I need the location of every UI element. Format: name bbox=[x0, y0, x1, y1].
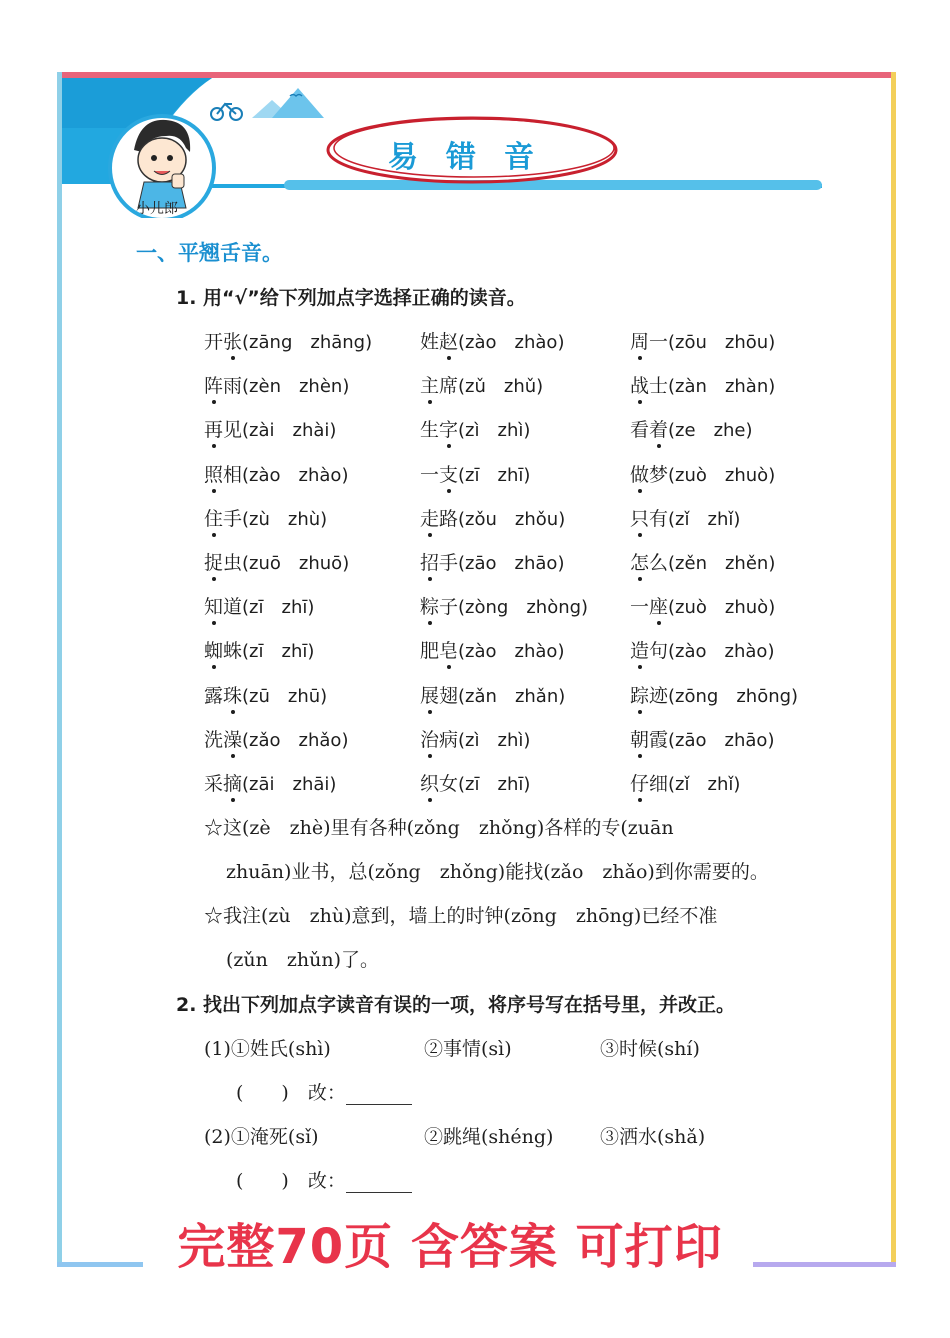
pinyin-options[interactable]: (zào zhào) bbox=[668, 641, 775, 663]
word-item bbox=[420, 504, 565, 531]
pinyin-options[interactable]: (zǎo zhǎo) bbox=[242, 729, 349, 751]
dotted-character: 周 bbox=[630, 331, 650, 353]
word-item bbox=[204, 548, 349, 575]
word-item bbox=[420, 548, 564, 575]
word-character: 一 bbox=[630, 596, 650, 619]
word-item bbox=[630, 636, 774, 663]
pinyin-options[interactable]: (zī zhī) bbox=[242, 641, 315, 663]
dotted-character: 走 bbox=[420, 507, 440, 530]
word-character: 道 bbox=[223, 596, 243, 619]
word-character: 霞 bbox=[649, 728, 669, 751]
q2-option: ②跳绳(shéng) bbox=[424, 1126, 554, 1148]
pinyin-options[interactable]: (zào zhào) bbox=[458, 332, 565, 353]
pinyin-options[interactable]: (zǎn zhǎn) bbox=[458, 685, 566, 707]
word-character: 手 bbox=[439, 552, 459, 574]
word-item bbox=[630, 769, 740, 796]
dotted-character: 字 bbox=[439, 419, 459, 442]
dotted-character: 踪 bbox=[630, 684, 650, 707]
word-item bbox=[630, 592, 775, 619]
word-character: 句 bbox=[649, 640, 669, 663]
dotted-character: 澡 bbox=[223, 728, 243, 751]
frame-bottom-left-border bbox=[57, 1262, 143, 1267]
word-character: 病 bbox=[439, 728, 459, 751]
q2-option: (1)①姓氏(shì) bbox=[204, 1038, 331, 1060]
word-item bbox=[630, 548, 775, 575]
dotted-character: 支 bbox=[439, 463, 459, 486]
pinyin-options[interactable]: (zù zhù) bbox=[242, 508, 328, 530]
word-item bbox=[630, 725, 774, 752]
word-item bbox=[420, 769, 530, 796]
section-title: 一、平翘舌音。 bbox=[136, 241, 283, 265]
sentence-line: zhuān)业书，总(zǒng zhǒng)能找(zǎo zhǎo)到你需要的。 bbox=[226, 861, 769, 883]
dotted-character: 捉 bbox=[204, 552, 224, 574]
pinyin-options[interactable]: (zāo zhāo) bbox=[458, 553, 565, 574]
word-character: 洗 bbox=[204, 728, 224, 751]
pinyin-options[interactable]: (zī zhī) bbox=[458, 774, 531, 795]
pinyin-options[interactable]: (zì zhì) bbox=[458, 729, 531, 751]
word-character: 手 bbox=[223, 507, 243, 530]
word-character: 有 bbox=[649, 507, 669, 530]
word-character: 露 bbox=[204, 684, 224, 707]
bicycle-icon bbox=[211, 104, 242, 120]
pinyin-options[interactable]: (zǐ zhǐ) bbox=[668, 774, 741, 795]
dotted-character: 招 bbox=[420, 552, 440, 574]
word-character: 路 bbox=[439, 507, 459, 530]
dotted-character: 只 bbox=[630, 507, 650, 530]
dotted-character: 住 bbox=[204, 507, 224, 530]
word-item bbox=[420, 681, 565, 708]
dotted-character: 蜘 bbox=[204, 640, 224, 663]
q2-option: ③时候(shí) bbox=[600, 1038, 700, 1060]
dotted-character: 赵 bbox=[439, 331, 459, 353]
word-item bbox=[420, 460, 530, 487]
pinyin-options[interactable]: (zǒu zhǒu) bbox=[458, 508, 566, 530]
boy-mascot-icon bbox=[134, 120, 190, 208]
q2-answer-row bbox=[236, 1078, 412, 1105]
word-character: 姓 bbox=[420, 331, 440, 353]
pinyin-options[interactable]: (zōng zhōng) bbox=[668, 685, 799, 707]
q2-option: ②事情(sì) bbox=[424, 1038, 512, 1060]
frame-bottom-right-border bbox=[753, 1262, 896, 1267]
word-character: 蛛 bbox=[223, 640, 243, 663]
word-character: 女 bbox=[439, 773, 459, 795]
word-item bbox=[204, 327, 372, 354]
dotted-character: 座 bbox=[649, 596, 669, 619]
promo-banner: 完整70页 含答案 可打印 bbox=[177, 1219, 723, 1275]
word-character: 翅 bbox=[439, 684, 459, 707]
word-item bbox=[420, 415, 530, 442]
word-item bbox=[630, 681, 798, 708]
dotted-character: 朝 bbox=[630, 728, 650, 751]
word-character: 一 bbox=[420, 463, 440, 486]
answer-blank[interactable] bbox=[346, 1088, 412, 1105]
page-title: 易错音 bbox=[388, 140, 562, 175]
dotted-character: 皂 bbox=[439, 640, 459, 663]
q2-answer-row bbox=[236, 1166, 412, 1193]
word-item bbox=[204, 371, 349, 398]
sentence-line: ☆这(zè zhè)里有各种(zǒng zhǒng)各样的专(zuān bbox=[204, 817, 674, 839]
dotted-character: 治 bbox=[420, 728, 440, 751]
dotted-character: 粽 bbox=[420, 596, 440, 619]
word-character: 看 bbox=[630, 419, 650, 442]
frame-right-border bbox=[891, 72, 896, 1267]
word-character: 雨 bbox=[223, 375, 243, 398]
pinyin-options[interactable]: (zào zhào) bbox=[458, 641, 565, 663]
pinyin-options[interactable]: (zū zhū) bbox=[242, 685, 328, 707]
word-character: 么 bbox=[649, 552, 669, 574]
word-item bbox=[204, 504, 327, 531]
pinyin-options[interactable]: (zǔ zhǔ) bbox=[458, 376, 544, 398]
word-character: 开 bbox=[204, 331, 224, 353]
answer-blank[interactable] bbox=[346, 1176, 412, 1193]
word-character: 梦 bbox=[649, 463, 669, 486]
word-character: 席 bbox=[439, 375, 459, 398]
q2-option: (2)①淹死(sǐ) bbox=[204, 1126, 319, 1148]
dotted-character: 仔 bbox=[630, 773, 650, 795]
word-item bbox=[420, 725, 530, 752]
dotted-character: 战 bbox=[630, 375, 650, 398]
word-item bbox=[630, 460, 775, 487]
dotted-character: 织 bbox=[420, 773, 440, 795]
word-item bbox=[204, 460, 348, 487]
word-character: 一 bbox=[649, 331, 669, 353]
pinyin-options[interactable]: (zōu zhōu) bbox=[668, 332, 776, 353]
pinyin-options[interactable]: (zāi zhāi) bbox=[242, 774, 337, 795]
word-item bbox=[420, 592, 588, 619]
pinyin-options[interactable]: (zī zhī) bbox=[242, 597, 315, 619]
dotted-character: 怎 bbox=[630, 552, 650, 574]
dotted-character: 张 bbox=[223, 331, 243, 353]
word-character: 生 bbox=[420, 419, 440, 442]
word-item bbox=[204, 769, 336, 796]
word-character: 虫 bbox=[223, 552, 243, 574]
sentence-line: (zǔn zhǔn)了。 bbox=[226, 949, 380, 971]
pinyin-options[interactable]: (zěn zhěn) bbox=[668, 553, 776, 574]
q2-option: ③洒水(shǎ) bbox=[600, 1126, 706, 1148]
question-1-label: 1. 用“√”给下列加点字选择正确的读音。 bbox=[176, 287, 526, 309]
dotted-character: 做 bbox=[630, 463, 650, 486]
logo-label: 小儿郎 bbox=[136, 201, 178, 217]
pinyin-options[interactable]: (zuò zhuò) bbox=[668, 597, 776, 619]
word-item bbox=[420, 327, 564, 354]
word-item bbox=[630, 371, 775, 398]
pinyin-options[interactable]: (zuò zhuò) bbox=[668, 464, 776, 486]
word-character: 相 bbox=[223, 463, 243, 486]
pinyin-options[interactable]: (zuō zhuō) bbox=[242, 553, 350, 574]
dotted-character: 珠 bbox=[223, 684, 243, 707]
pinyin-options[interactable]: (zī zhī) bbox=[458, 464, 531, 486]
dotted-character: 着 bbox=[649, 419, 669, 442]
word-item bbox=[204, 725, 348, 752]
dotted-character: 再 bbox=[204, 419, 224, 442]
pinyin-options[interactable]: (zàn zhàn) bbox=[668, 376, 776, 398]
word-character: 子 bbox=[439, 596, 459, 619]
word-item bbox=[420, 636, 564, 663]
dotted-character: 造 bbox=[630, 640, 650, 663]
word-character: 细 bbox=[649, 773, 669, 795]
word-character: 士 bbox=[649, 375, 669, 398]
pinyin-options[interactable]: (zào zhào) bbox=[242, 464, 349, 486]
sentence-line: ☆我注(zù zhù)意到，墙上的时钟(zōng zhōng)已经不准 bbox=[204, 905, 718, 927]
pinyin-options[interactable]: (zèn zhèn) bbox=[242, 376, 350, 398]
pinyin-options[interactable]: (zāo zhāo) bbox=[668, 729, 775, 751]
word-item bbox=[420, 371, 543, 398]
pinyin-options[interactable]: (zǐ zhǐ) bbox=[668, 508, 741, 530]
word-item bbox=[204, 636, 314, 663]
word-character: 肥 bbox=[420, 640, 440, 663]
dotted-character: 展 bbox=[420, 684, 440, 707]
pinyin-options[interactable]: (zài zhài) bbox=[242, 420, 337, 442]
question-2-label: 2. 找出下列加点字读音有误的一项，将序号写在括号里，并改正。 bbox=[176, 994, 736, 1016]
dotted-character: 照 bbox=[204, 463, 224, 486]
word-character: 采 bbox=[204, 773, 224, 795]
dotted-character: 摘 bbox=[223, 773, 243, 795]
word-item bbox=[630, 327, 775, 354]
answer-prompt: ( ) 改： bbox=[236, 1082, 346, 1104]
answer-prompt: ( ) 改： bbox=[236, 1170, 346, 1192]
word-item bbox=[204, 681, 327, 708]
word-item bbox=[204, 415, 336, 442]
dotted-character: 知 bbox=[204, 596, 224, 619]
dotted-character: 主 bbox=[420, 375, 440, 398]
word-character: 见 bbox=[223, 419, 243, 442]
pinyin-options[interactable]: (zì zhì) bbox=[458, 420, 531, 442]
dotted-character: 阵 bbox=[204, 375, 224, 398]
word-item bbox=[204, 592, 314, 619]
word-item bbox=[630, 415, 753, 442]
word-item bbox=[630, 504, 740, 531]
pinyin-options[interactable]: (zòng zhòng) bbox=[458, 597, 589, 619]
word-character: 迹 bbox=[649, 684, 669, 707]
pinyin-options[interactable]: (zāng zhāng) bbox=[242, 332, 373, 353]
pinyin-options[interactable]: (ze zhe) bbox=[668, 420, 753, 442]
frame-left-border bbox=[57, 72, 62, 1267]
